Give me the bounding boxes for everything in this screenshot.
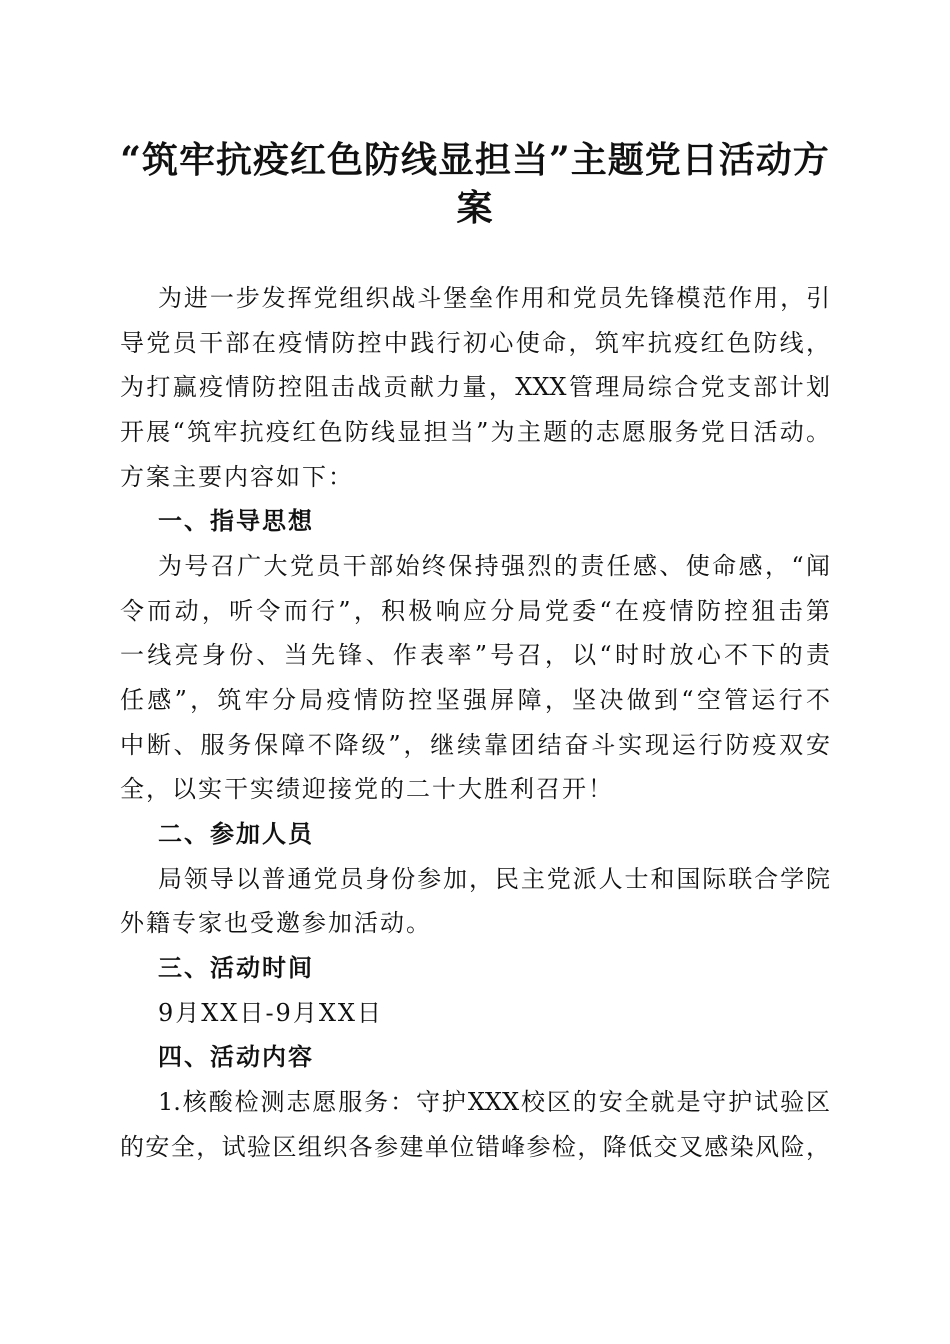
section-3-heading: 三、活动时间	[158, 954, 314, 982]
section-1-line-2: 令而动，听令而行”，积极响应分局党委“在疫情防控狙击第	[120, 597, 830, 625]
intro-line-1: 为进一步发挥党组织战斗堡垒作用和党员先锋模范作用，引	[158, 284, 830, 312]
intro-line-2: 导党员干部在疫情防控中践行初心使命，筑牢抗疫红色防线，	[120, 329, 830, 357]
section-1-line-6: 全，以实干实绩迎接党的二十大胜利召开！	[120, 775, 614, 803]
section-3-line-1: 9月XX日-9月XX日	[158, 999, 383, 1027]
section-2-line-1: 局领导以普通党员身份参加，民主党派人士和国际联合学院	[158, 865, 830, 893]
intro-line-5: 方案主要内容如下：	[120, 463, 354, 491]
section-4-line-1: 1.核酸检测志愿服务：守护XXX校区的安全就是守护试验区	[158, 1088, 830, 1116]
section-1-line-5: 中断、服务保障不降级”，继续靠团结奋斗实现运行防疫双安	[120, 731, 830, 759]
section-4-line-2: 的安全，试验区组织各参建单位错峰参检，降低交叉感染风险，	[120, 1133, 830, 1161]
section-2-heading: 二、参加人员	[158, 820, 314, 848]
section-1-line-1: 为号召广大党员干部始终保持强烈的责任感、使命感，“闻	[158, 552, 830, 580]
section-1-heading: 一、指导思想	[158, 507, 314, 535]
section-2-line-2: 外籍专家也受邀参加活动。	[120, 909, 432, 937]
section-1-line-3: 一线亮身份、当先锋、作表率”号召，以“时时放心不下的责	[120, 641, 830, 669]
section-4-heading: 四、活动内容	[158, 1043, 314, 1071]
section-1-line-4: 任感”，筑牢分局疫情防控坚强屏障，坚决做到“空管运行不	[120, 686, 830, 714]
intro-line-4: 开展“筑牢抗疫红色防线显担当”为主题的志愿服务党日活动。	[120, 418, 830, 446]
intro-line-3: 为打赢疫情防控阻击战贡献力量，XXX管理局综合党支部计划	[120, 373, 830, 401]
document-title-line-1: “筑牢抗疫红色防线显担当”主题党日活动方	[120, 139, 830, 181]
document-title-line-2: 案	[456, 187, 494, 229]
